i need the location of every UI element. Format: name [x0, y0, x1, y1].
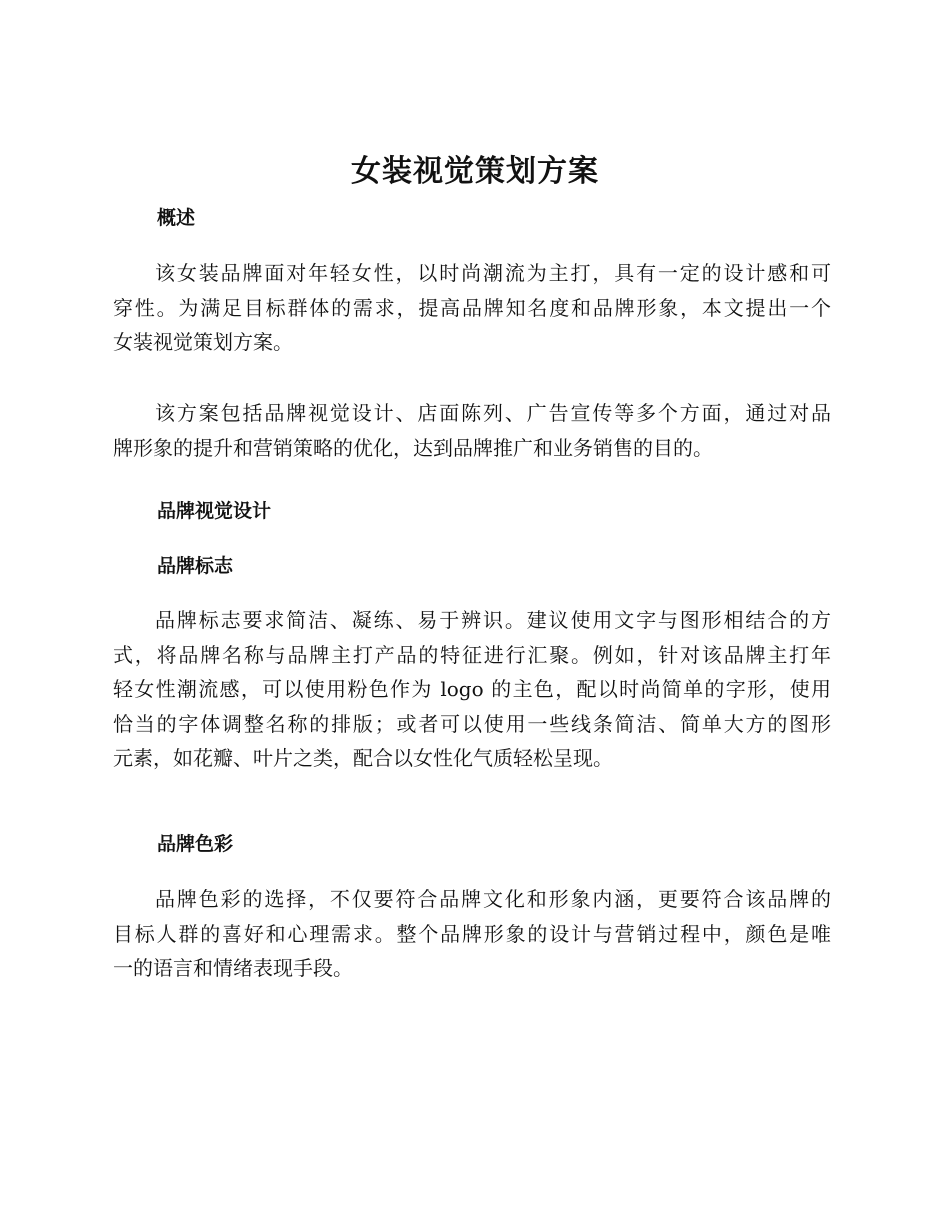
paragraph-line: 一的语言和情绪表现手段。 [113, 956, 353, 980]
paragraph-line: 该女装品牌面对年轻女性，以时尚潮流为主打，具有一定的设计感和可 [155, 261, 831, 285]
paragraph-line: 轻女性潮流感，可以使用粉色作为 logo 的主色，配以时尚简单的字形，使用 [113, 677, 831, 701]
paragraph-line: 品牌色彩的选择，不仅要符合品牌文化和形象内涵，更要符合该品牌的 [155, 887, 831, 911]
section-heading-overview: 概述 [157, 207, 196, 229]
paragraph-line: 元素，如花瓣、叶片之类，配合以女性化气质轻松呈现。 [113, 746, 613, 770]
paragraph-line: 品牌标志要求简洁、凝练、易于辨识。建议使用文字与图形相结合的方 [155, 608, 831, 632]
paragraph-line: 恰当的字体调整名称的排版；或者可以使用一些线条简洁、简单大方的图形 [113, 711, 831, 736]
section-heading-brand-logo: 品牌标志 [157, 555, 234, 577]
paragraph-brand-logo [113, 603, 831, 776]
paragraph-line: 该方案包括品牌视觉设计、店面陈列、广告宣传等多个方面，通过对品 [155, 401, 831, 425]
paragraph-line: 目标人群的喜好和心理需求。整个品牌形象的设计与营销过程中，颜色是唯 [113, 921, 831, 946]
section-heading-brand-color: 品牌色彩 [157, 833, 234, 855]
paragraph-line: 牌形象的提升和营销策略的优化，达到品牌推广和业务销售的目的。 [113, 435, 713, 460]
paragraph-line: 穿性。为满足目标群体的需求，提高品牌知名度和品牌形象，本文提出一个 [113, 295, 831, 320]
document-title: 女装视觉策划方案 [351, 154, 599, 189]
section-heading-brand-visual-design: 品牌视觉设计 [157, 500, 272, 522]
paragraph-overview-2 [113, 396, 831, 465]
paragraph-line: 式，将品牌名称与品牌主打产品的特征进行汇聚。例如，针对该品牌主打年 [113, 642, 831, 667]
paragraph-line: 女装视觉策划方案。 [113, 330, 293, 354]
paragraph-brand-color [113, 882, 831, 986]
paragraph-overview-1 [113, 256, 831, 360]
